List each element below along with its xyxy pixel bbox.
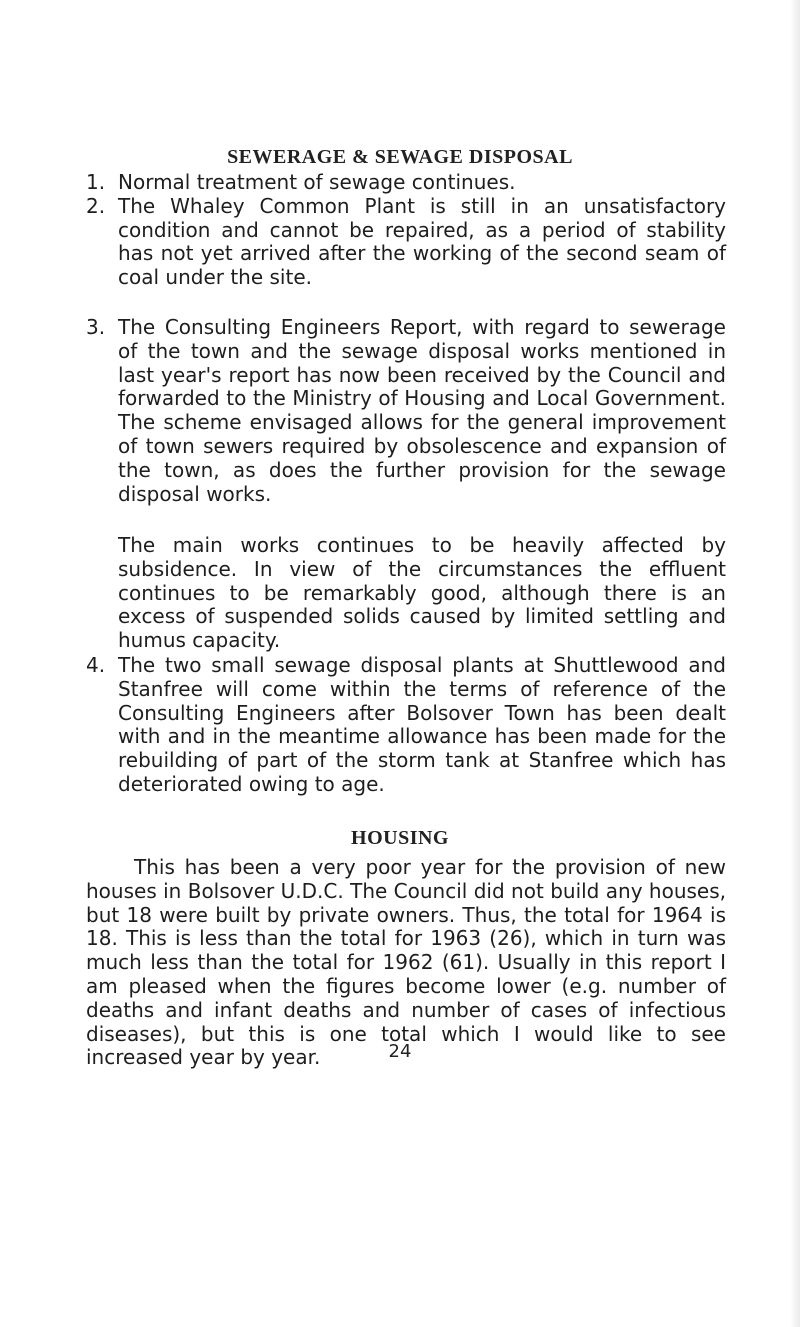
numbered-item-2 [86, 195, 726, 290]
numbered-item-1 [86, 171, 726, 195]
housing-section-body [86, 856, 726, 1070]
sewerage-section-body [86, 171, 726, 290]
item-number: 4. [86, 653, 106, 677]
section-heading-housing: HOUSING [351, 827, 449, 849]
item-number: 1. [86, 170, 106, 194]
section-heading-sewerage: SEWERAGE & SEWAGE DISPOSAL [227, 146, 573, 168]
housing-paragraph: This has been a very poor year for the provision of new houses in Bolsover U.D.C. The Council did not build any houses, but 18 were built by private owners. Thus, the total for 1964 is 18. This is less than the total for 1963 (26), which in turn was much less than the total for 1962 (61). Usually in this report I am pleased when the figures become lower (e.g. number of deaths and infant deaths and number of cases of infectious diseases), but this is one total which I would like to see increased year by year. [86, 855, 726, 1070]
item-text: The two small sewage disposal plants at Shuttlewood and Stanfree will come within the terms of reference of the Consulting Engineers after Bolsover Town has been dealt with and in the meantime allowance has been made for the rebuilding of part of the storm tank at Stanfree which has deteriorated owing to age. [118, 653, 726, 796]
item-number: 3. [86, 315, 106, 339]
item-number: 2. [86, 193, 106, 218]
sewerage-section-body-3 [86, 534, 726, 653]
item-3-continuation: The main works continues to be heavily affected by subsidence. In view of the circumstances the effluent continues to be remarkably good, although there is an excess of suspended solids caused by limited settling and humus capacity. [118, 533, 726, 653]
page-number: 24 [388, 1041, 412, 1062]
sewerage-section-body-4 [86, 654, 726, 797]
page-edge-shadow [790, 0, 800, 1327]
sewerage-section-body-2 [86, 316, 726, 506]
numbered-item-4 [86, 654, 726, 797]
item-text: Normal treatment of sewage continues. [118, 170, 516, 194]
item-text: The Whaley Common Plant is still in an unsatisfactory condition and cannot be repaired, as a period of stability has not yet arrived after the working of the second seam of coal under the site. [118, 193, 726, 290]
item-text: The Consulting Engineers Report, with regard to sewerage of the town and the sewage disposal works mentioned in last year's report has now been received by the Council and forwarded to the Ministry of Housing and Local Government. The scheme envisaged allows for the general improvement of town sewers required by obsolescence and expansion of the town, as does the further provision for the sewage disposal works. [118, 315, 726, 506]
numbered-item-3 [86, 316, 726, 506]
